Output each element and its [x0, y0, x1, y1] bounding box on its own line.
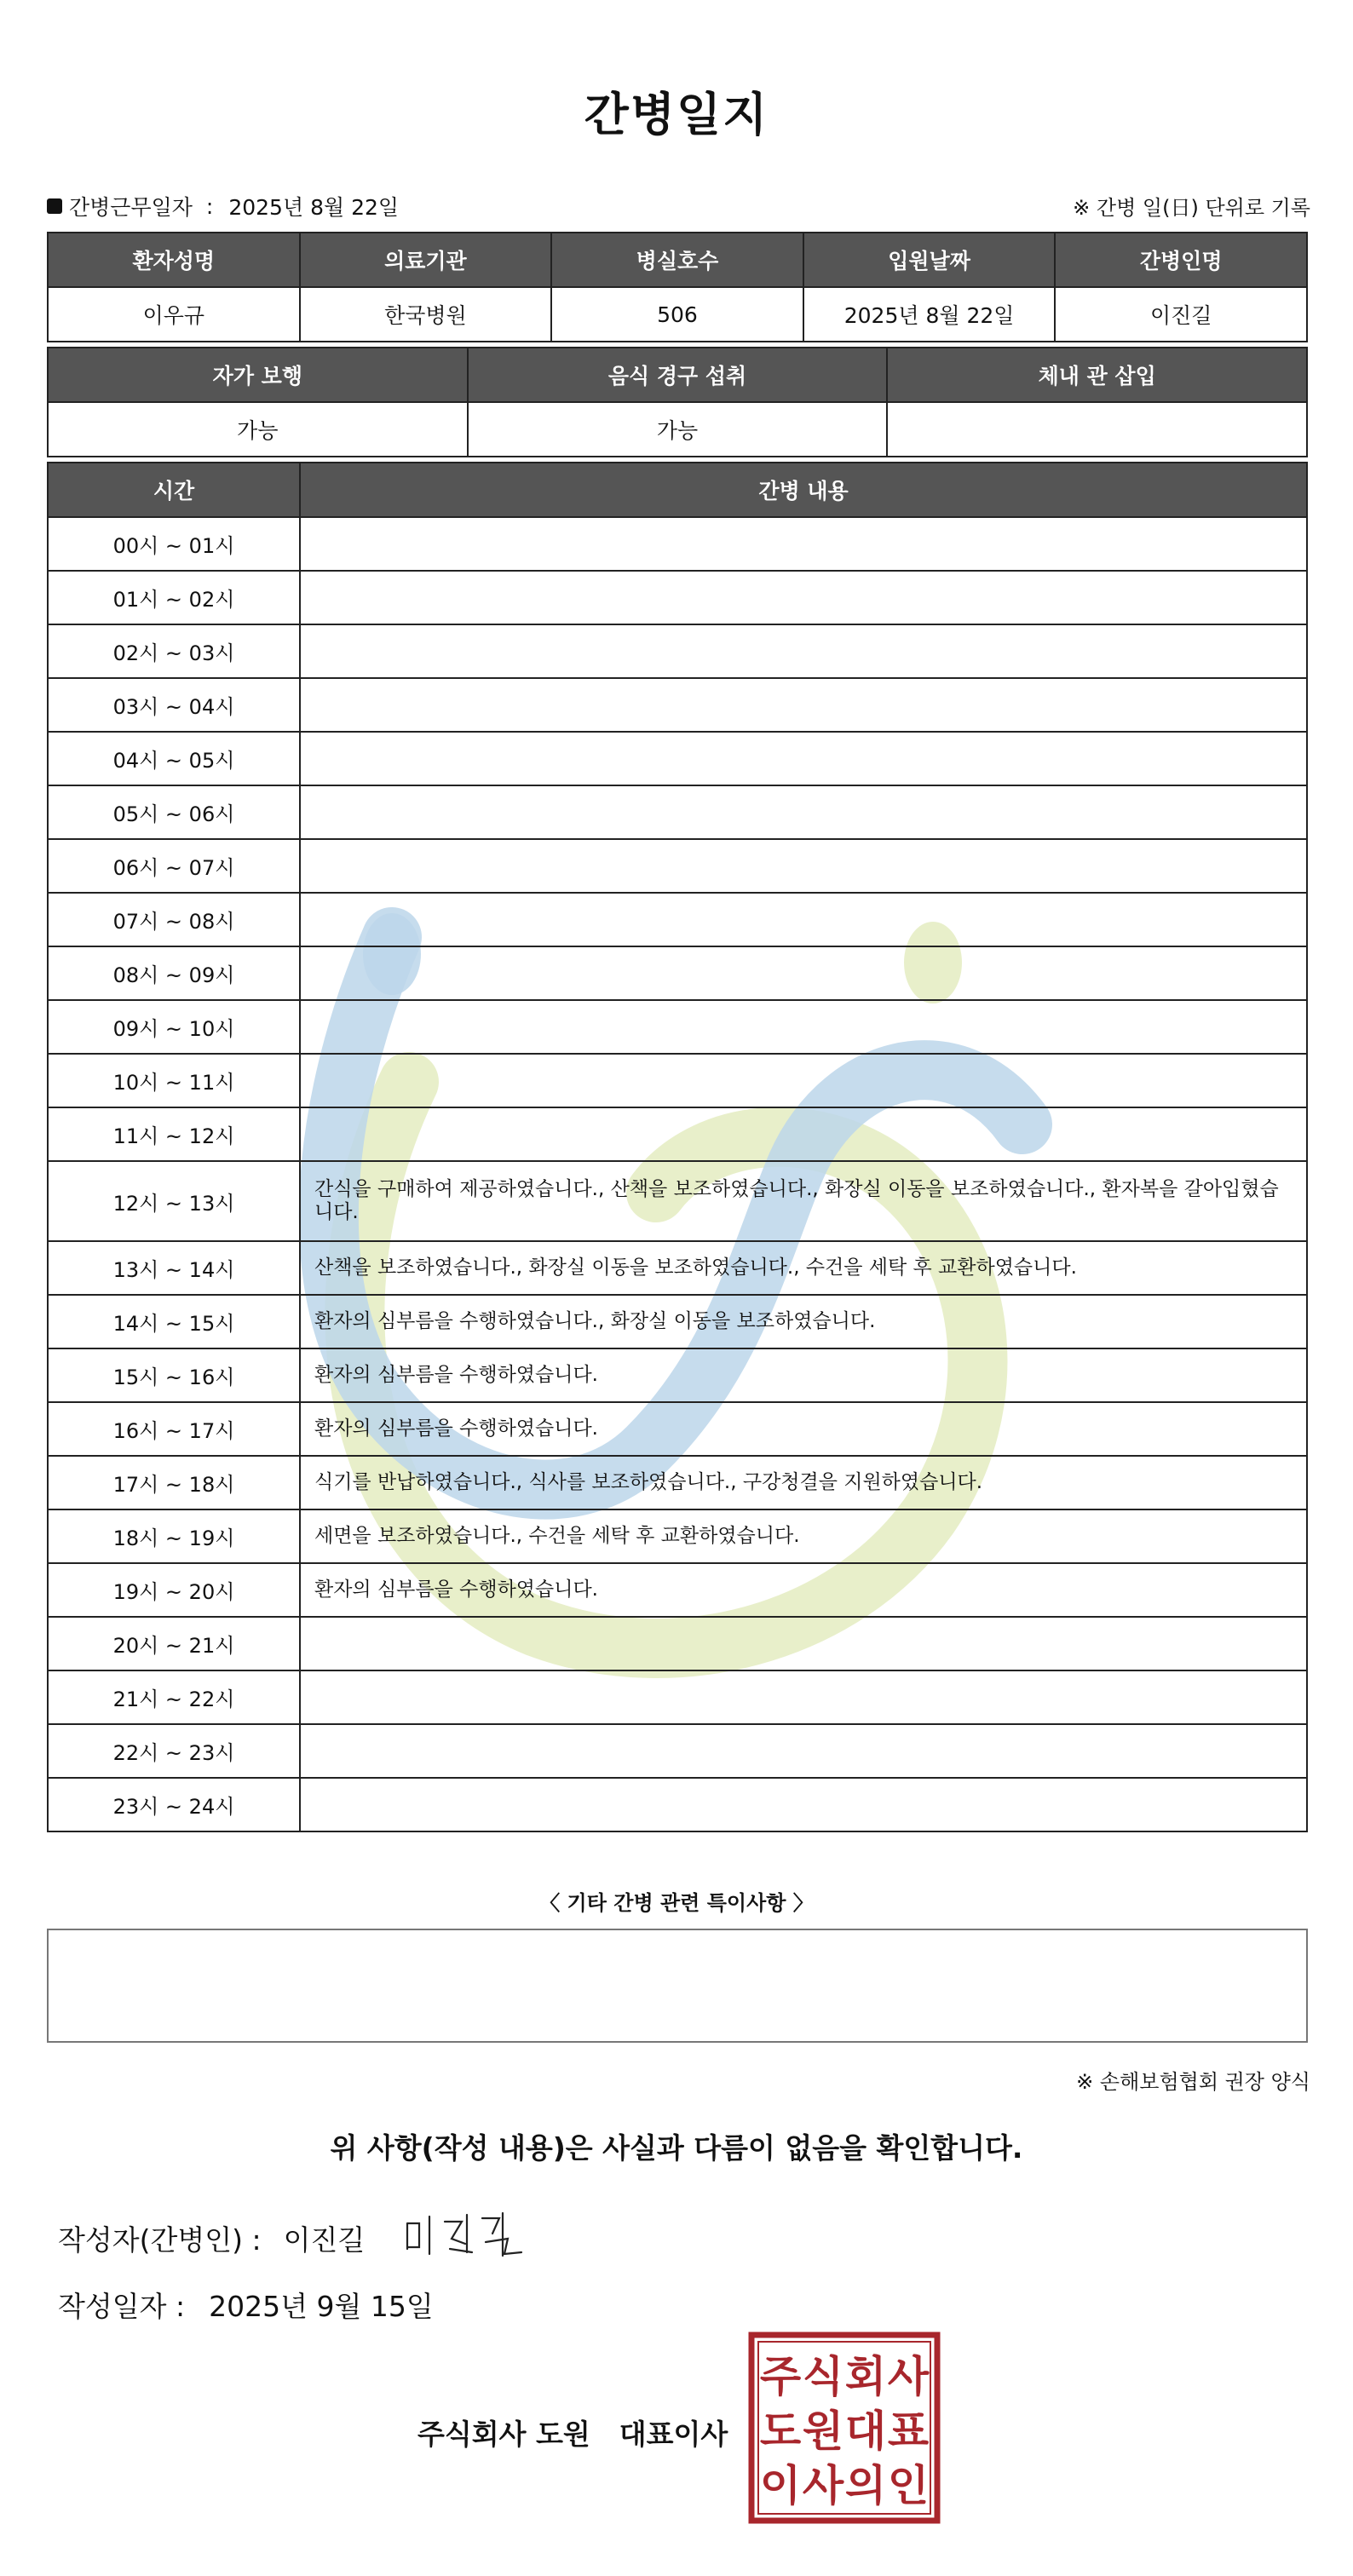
header-caregiver-name: 간병인명 — [1055, 233, 1307, 287]
write-date-value: 2025년 9월 15일 — [209, 2290, 434, 2323]
patient-name-cell: 이우규 — [48, 287, 300, 342]
work-date-value: 2025년 8월 22일 — [228, 195, 400, 220]
header-admission-date: 입원날짜 — [803, 233, 1056, 287]
time-slot-cell: 19시 ~ 20시 — [48, 1563, 300, 1617]
tube-insertion-cell — [887, 402, 1307, 457]
care-content-cell — [300, 1054, 1307, 1107]
work-date-separator: : — [205, 193, 214, 219]
hospital-cell: 한국병원 — [300, 287, 552, 342]
care-content-cell — [300, 946, 1307, 1000]
handwritten-signature — [400, 2205, 545, 2264]
seal-glyph: 표 — [887, 2406, 930, 2456]
oral-intake-cell: 가능 — [468, 402, 888, 457]
table-row — [48, 1724, 1307, 1778]
seal-glyph: 원 — [802, 2406, 844, 2456]
care-log-rows — [48, 517, 1307, 1831]
header-oral-intake: 음식 경구 섭취 — [468, 348, 888, 402]
care-content-cell: 환자의 심부름을 수행하였습니다. — [300, 1348, 1307, 1402]
special-notes-title: 〈 기타 간병 관련 특이사항 〉 — [539, 1891, 814, 1915]
time-slot-cell: 02시 ~ 03시 — [48, 624, 300, 678]
care-content-cell: 환자의 심부름을 수행하였습니다. — [300, 1402, 1307, 1456]
table-row — [48, 1509, 1307, 1563]
seal-glyph: 사 — [887, 2352, 930, 2401]
seal-glyph: 대 — [844, 2406, 887, 2456]
admission-date-cell: 2025년 8월 22일 — [803, 287, 1056, 342]
time-slot-cell: 12시 ~ 13시 — [48, 1161, 300, 1241]
table-header-row — [48, 348, 1307, 402]
table-row — [48, 1617, 1307, 1670]
table-row — [48, 893, 1307, 946]
seal-glyph: 인 — [887, 2461, 930, 2510]
care-content-cell — [300, 517, 1307, 571]
time-slot-cell: 09시 ~ 10시 — [48, 1000, 300, 1054]
room-number-cell: 506 — [551, 287, 803, 342]
care-content-cell — [300, 624, 1307, 678]
table-header-row — [48, 463, 1307, 517]
time-slot-cell: 18시 ~ 19시 — [48, 1509, 300, 1563]
header-care-content: 간병 내용 — [300, 463, 1307, 517]
table-row — [48, 1000, 1307, 1054]
time-slot-cell: 07시 ~ 08시 — [48, 893, 300, 946]
table-row — [48, 1563, 1307, 1617]
writer-name: 이진길 — [283, 2223, 366, 2257]
work-date-label: 간병근무일자 — [69, 195, 193, 220]
time-slot-cell: 22시 ~ 23시 — [48, 1724, 300, 1778]
table-row — [48, 1107, 1307, 1161]
header-self-walking: 자가 보행 — [48, 348, 468, 402]
care-content-cell — [300, 571, 1307, 624]
table-row — [48, 839, 1307, 893]
company-title: 대표이사 — [619, 2418, 728, 2451]
time-slot-cell: 20시 ~ 21시 — [48, 1617, 300, 1670]
care-content-cell: 환자의 심부름을 수행하였습니다., 화장실 이동을 보조하였습니다. — [300, 1295, 1307, 1348]
table-row — [48, 732, 1307, 785]
time-slot-cell: 00시 ~ 01시 — [48, 517, 300, 571]
self-walking-cell: 가능 — [48, 402, 468, 457]
care-content-cell — [300, 1000, 1307, 1054]
time-slot-cell: 06시 ~ 07시 — [48, 839, 300, 893]
table-row — [48, 946, 1307, 1000]
writer-label: 작성자(간병인) : — [58, 2223, 262, 2257]
company-signature-line — [417, 2412, 728, 2452]
time-slot-cell: 08시 ~ 09시 — [48, 946, 300, 1000]
association-form-note: ※ 손해보험협회 권장 양식 — [1076, 2070, 1310, 2094]
time-slot-cell: 21시 ~ 22시 — [48, 1670, 300, 1724]
seal-glyph: 회 — [844, 2352, 887, 2401]
seal-glyph: 사 — [802, 2461, 844, 2510]
company-name: 주식회사 도원 — [417, 2418, 590, 2451]
patient-status-table — [47, 347, 1308, 457]
table-row — [48, 402, 1307, 457]
time-slot-cell: 16시 ~ 17시 — [48, 1402, 300, 1456]
special-notes-box — [47, 1929, 1308, 2043]
write-date-line — [58, 2285, 434, 2325]
seal-glyph: 주 — [759, 2352, 802, 2401]
care-content-cell — [300, 893, 1307, 946]
table-row — [48, 624, 1307, 678]
header-patient-name: 환자성명 — [48, 233, 300, 287]
care-content-cell — [300, 1107, 1307, 1161]
header-time: 시간 — [48, 463, 300, 517]
header-hospital: 의료기관 — [300, 233, 552, 287]
care-content-cell: 환자의 심부름을 수행하였습니다. — [300, 1563, 1307, 1617]
care-content-cell — [300, 1617, 1307, 1670]
table-row — [48, 1778, 1307, 1831]
seal-glyph: 의 — [844, 2461, 887, 2510]
time-slot-cell: 05시 ~ 06시 — [48, 785, 300, 839]
time-slot-cell: 04시 ~ 05시 — [48, 732, 300, 785]
table-row — [48, 1054, 1307, 1107]
care-content-cell: 식기를 반납하였습니다., 식사를 보조하였습니다., 구강청결을 지원하였습니다. — [300, 1456, 1307, 1509]
table-row — [48, 1348, 1307, 1402]
table-row — [48, 678, 1307, 732]
time-slot-cell: 10시 ~ 11시 — [48, 1054, 300, 1107]
writer-line — [58, 2218, 365, 2258]
care-content-cell — [300, 1670, 1307, 1724]
time-slot-cell: 14시 ~ 15시 — [48, 1295, 300, 1348]
table-row — [48, 571, 1307, 624]
patient-info-table — [47, 232, 1308, 342]
table-row — [48, 1456, 1307, 1509]
table-row — [48, 785, 1307, 839]
seal-glyph: 식 — [802, 2352, 844, 2401]
work-date — [47, 191, 399, 221]
table-row — [48, 1402, 1307, 1456]
daily-record-note: ※ 간병 일(日) 단위로 기록 — [1073, 196, 1310, 220]
time-slot-cell: 11시 ~ 12시 — [48, 1107, 300, 1161]
time-slot-cell: 15시 ~ 16시 — [48, 1348, 300, 1402]
care-log-table — [47, 462, 1308, 1832]
seal-glyph: 도 — [759, 2406, 802, 2456]
care-content-cell — [300, 839, 1307, 893]
table-row — [48, 287, 1307, 342]
table-row — [48, 1295, 1307, 1348]
care-content-cell — [300, 678, 1307, 732]
table-row — [48, 1670, 1307, 1724]
care-content-cell — [300, 732, 1307, 785]
header-room-number: 병실호수 — [551, 233, 803, 287]
time-slot-cell: 03시 ~ 04시 — [48, 678, 300, 732]
company-seal-stamp — [748, 2332, 941, 2524]
time-slot-cell: 01시 ~ 02시 — [48, 571, 300, 624]
time-slot-cell: 23시 ~ 24시 — [48, 1778, 300, 1831]
care-content-cell — [300, 1778, 1307, 1831]
care-content-cell: 간식을 구매하여 제공하였습니다., 산책을 보조하였습니다., 화장실 이동을 보조하였습니다., 환자복을 갈아입혔습니다. — [300, 1161, 1307, 1241]
document-title: 간병일지 — [584, 88, 769, 141]
care-content-cell — [300, 785, 1307, 839]
header-tube-insertion: 체내 관 삽입 — [887, 348, 1307, 402]
time-slot-cell: 13시 ~ 14시 — [48, 1241, 300, 1295]
write-date-label: 작성일자 : — [58, 2290, 186, 2323]
table-row — [48, 517, 1307, 571]
table-header-row — [48, 233, 1307, 287]
care-content-cell: 산책을 보조하였습니다., 화장실 이동을 보조하였습니다., 수건을 세탁 후 교환하였습니다. — [300, 1241, 1307, 1295]
seal-glyph: 이 — [759, 2461, 802, 2510]
square-bullet-icon — [47, 198, 62, 214]
caregiver-name-cell: 이진길 — [1055, 287, 1307, 342]
confirmation-statement: 위 사항(작성 내용)은 사실과 다름이 없음을 확인합니다. — [330, 2131, 1023, 2165]
care-content-cell — [300, 1724, 1307, 1778]
time-slot-cell: 17시 ~ 18시 — [48, 1456, 300, 1509]
care-content-cell: 세면을 보조하였습니다., 수건을 세탁 후 교환하였습니다. — [300, 1509, 1307, 1563]
table-row — [48, 1161, 1307, 1241]
table-row — [48, 1241, 1307, 1295]
